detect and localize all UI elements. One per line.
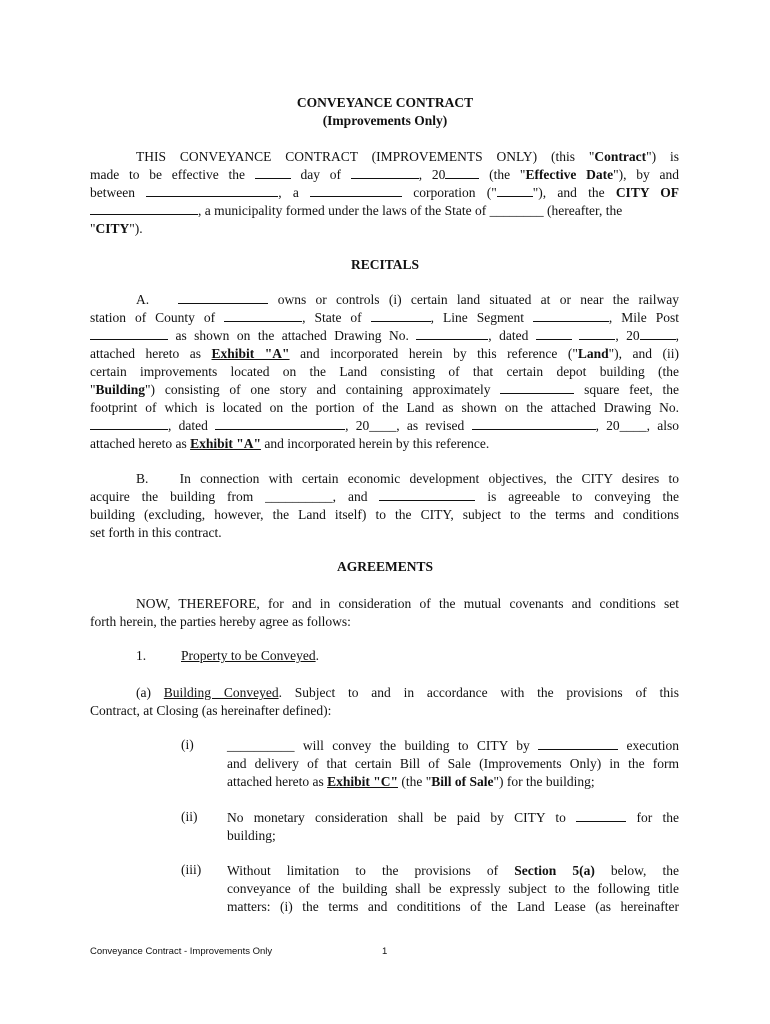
subsection-a-line-1: (a) Building Conveyed. Subject to and in accordance with the provisions of this xyxy=(136,685,680,700)
recital-a-line-2: station of County of , State of , Line Segment , Mile Post xyxy=(90,310,679,325)
subsection-a-paragraph xyxy=(90,684,679,720)
subsection-a-line-2: Contract, at Closing (as hereinafter defined): xyxy=(90,703,332,718)
recital-a-line-7: footprint of which is located on the portion of the Land as shown on the attached Drawing No. xyxy=(90,400,679,415)
document-subtitle: (Improvements Only) xyxy=(322,113,448,128)
recital-a-line-6: "Building") consisting of one story and containing approximately square feet, the xyxy=(90,382,680,397)
exhibit-c-reference: Exhibit "C" xyxy=(327,774,398,789)
document-title: CONVEYANCE CONTRACT xyxy=(296,95,474,110)
recital-a-line-8: , dated , 20____, as revised , 20____, also xyxy=(90,417,679,435)
intro-line-1: THIS CONVEYANCE CONTRACT (IMPROVEMENTS ONLY) (this "Contract") is xyxy=(136,149,680,164)
section-1-number: 1. xyxy=(136,648,147,663)
recital-a-line-3: as shown on the attached Drawing No. , dated , 20 , xyxy=(90,327,679,345)
recital-a-line-9: attached hereto as Exhibit "A" and incorporated herein by this reference. xyxy=(90,436,490,451)
now-therefore-line-2: forth herein, the parties hereby agree as follows: xyxy=(90,614,351,629)
item-i-label: (i) xyxy=(181,737,194,752)
recital-a-line-1: A. owns or controls (i) certain land situated at or near the railway xyxy=(136,292,680,307)
item-i-text xyxy=(227,737,679,791)
exhibit-a-reference-2: Exhibit "A" xyxy=(190,436,261,451)
recital-b-line-3: building (excluding, however, the Land itself) to the CITY, subject to the terms and conditions xyxy=(90,507,679,522)
recital-b-line-4: set forth in this contract. xyxy=(90,525,222,540)
recital-a-line-5: certain improvements located on the Land consisting of that certain depot building (the xyxy=(90,364,679,379)
exhibit-a-reference: Exhibit "A" xyxy=(211,346,290,361)
recital-b-line-1: B. In connection with certain economic development objectives, the CITY desires to xyxy=(136,471,680,486)
item-iii-text xyxy=(227,862,679,916)
now-therefore-line-1: NOW, THEREFORE, for and in consideration of the mutual covenants and conditions set xyxy=(136,596,679,611)
footer-text: Conveyance Contract - Improvements Only xyxy=(90,946,273,957)
recital-b-paragraph xyxy=(90,470,679,542)
intro-paragraph xyxy=(90,148,679,238)
item-ii-line-1: No monetary consideration shall be paid by CITY to for the xyxy=(227,810,680,825)
item-iii-line-3: matters: (i) the terms and condititions of the Land Lease (as hereinafter xyxy=(227,899,679,914)
intro-line-3: between , a corporation (" "), and the CITY OF xyxy=(90,185,680,200)
now-therefore-paragraph xyxy=(90,595,679,631)
section-1-title: Property to be Conveyed. xyxy=(181,648,319,663)
item-ii-text xyxy=(227,809,679,845)
item-i-line-1: __________ will convey the building to CITY by execution xyxy=(227,738,680,753)
intro-line-5: "CITY"). xyxy=(90,221,143,236)
item-iii-line-2: conveyance of the building shall be expressly subject to the following title xyxy=(227,881,679,896)
recital-a-paragraph xyxy=(90,291,679,453)
item-iii-label: (iii) xyxy=(181,862,202,877)
item-i-line-3: attached hereto as Exhibit "C" (the "Bill of Sale") for the building; xyxy=(227,774,595,789)
recital-a-line-4: attached hereto as Exhibit "A" and incorporated herein by this reference ("Land"), and (ii) xyxy=(90,346,680,361)
page-number: 1 xyxy=(382,946,388,957)
item-ii-label: (ii) xyxy=(181,809,198,824)
intro-line-4: , a municipality formed under the laws of the State of ________ (hereafter, the xyxy=(90,202,679,220)
item-ii-line-2: building; xyxy=(227,828,276,843)
recitals-heading: RECITALS xyxy=(350,257,420,272)
intro-line-2: made to be effective the day of , 20 (the "Effective Date"), by and xyxy=(90,167,680,182)
item-i-line-2: and delivery of that certain Bill of Sale (Improvements Only) in the form xyxy=(227,756,679,771)
item-iii-line-1: Without limitation to the provisions of Section 5(a) below, the xyxy=(227,863,679,878)
agreements-heading: AGREEMENTS xyxy=(336,559,434,574)
recital-b-line-2: acquire the building from __________, and is agreeable to conveying the xyxy=(90,489,680,504)
